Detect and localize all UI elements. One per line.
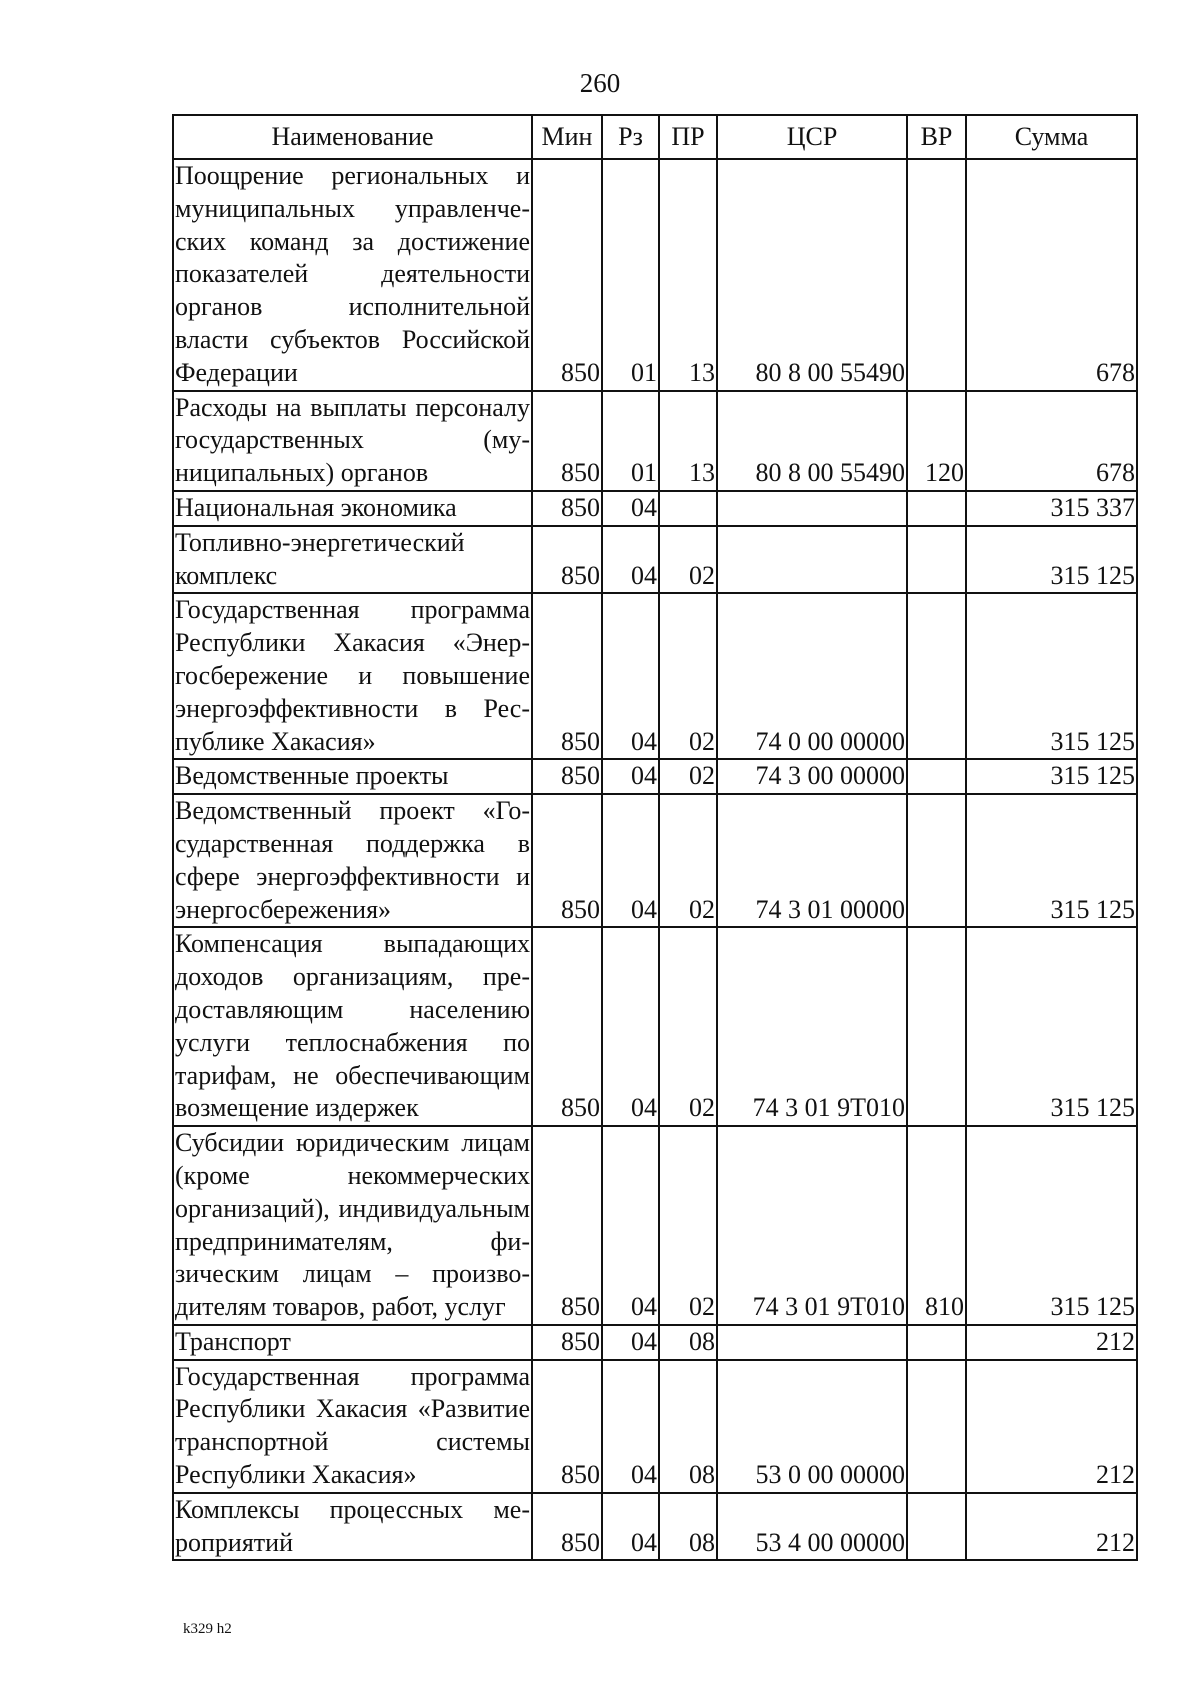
row-sum: 315 125 [966,794,1137,927]
table-body [173,159,1137,1560]
budget-table [172,114,1138,1561]
row-csr: 74 3 01 9Т010 [717,927,907,1126]
row-vr [907,927,966,1126]
header-rz: Рз [602,115,659,159]
row-rz: 04 [602,759,659,794]
row-vr [907,1360,966,1493]
table-row [173,491,1137,526]
row-pr: 08 [659,1360,717,1493]
row-name: Государственная программа Республики Хакасия «Энергосбережение и повышение энергоэффективности в Республике Хакасия» [173,593,532,759]
row-vr [907,159,966,391]
row-name: Комплексы процессных мероприятий [173,1493,532,1561]
table-row [173,1325,1137,1360]
row-rz: 01 [602,159,659,391]
row-sum: 315 125 [966,1126,1137,1325]
row-name: Ведомственные проекты [173,759,532,794]
table-row [173,1126,1137,1325]
row-csr: 53 0 00 00000 [717,1360,907,1493]
row-rz: 04 [602,491,659,526]
row-sum: 212 [966,1493,1137,1561]
row-sum: 315 125 [966,927,1137,1126]
row-rz: 04 [602,927,659,1126]
row-csr: 74 3 01 00000 [717,794,907,927]
row-min: 850 [532,927,602,1126]
row-sum: 315 125 [966,526,1137,594]
table-row [173,391,1137,491]
row-pr: 08 [659,1325,717,1360]
row-vr [907,1493,966,1561]
row-rz: 04 [602,1325,659,1360]
row-sum: 212 [966,1360,1137,1493]
row-pr: 13 [659,391,717,491]
row-csr [717,526,907,594]
table-row [173,794,1137,927]
row-name: Национальная экономика [173,491,532,526]
row-rz: 04 [602,593,659,759]
row-sum: 315 125 [966,759,1137,794]
row-csr [717,1325,907,1360]
header-pr: ПР [659,115,717,159]
row-sum: 678 [966,391,1137,491]
row-min: 850 [532,759,602,794]
header-min: Мин [532,115,602,159]
row-vr [907,759,966,794]
row-min: 850 [532,1325,602,1360]
row-vr [907,593,966,759]
row-pr: 13 [659,159,717,391]
row-name: Компенсация выпадающих доходов организациям, предоставляющим населению услуги теплоснабжения по тарифам, не обеспечивающим возмещение издержек [173,927,532,1126]
row-name: Государственная программа Республики Хакасия «Развитие транспортной системы Республики Хакасия» [173,1360,532,1493]
row-pr: 02 [659,526,717,594]
row-pr: 08 [659,1493,717,1561]
row-rz: 04 [602,1360,659,1493]
row-rz: 04 [602,794,659,927]
table-row [173,1360,1137,1493]
row-vr [907,491,966,526]
row-min: 850 [532,391,602,491]
table-row [173,593,1137,759]
row-name: Поощрение региональных и муниципальных управленческих команд за достижение показателей деятельности органов исполнительной власти субъектов Российской Федерации [173,159,532,391]
row-pr: 02 [659,1126,717,1325]
table-row [173,526,1137,594]
row-rz: 04 [602,1493,659,1561]
header-name: Наименование [173,115,532,159]
row-rz: 04 [602,526,659,594]
row-min: 850 [532,593,602,759]
row-name: Расходы на выплаты персоналу государственных (муниципальных) органов [173,391,532,491]
row-vr [907,794,966,927]
table-row [173,1493,1137,1561]
row-vr: 810 [907,1126,966,1325]
row-name: Топливно-энергетический комплекс [173,526,532,594]
table-row [173,159,1137,391]
row-pr: 02 [659,927,717,1126]
row-csr: 74 3 01 9Т010 [717,1126,907,1325]
row-csr: 74 3 00 00000 [717,759,907,794]
row-rz: 04 [602,1126,659,1325]
row-csr: 80 8 00 55490 [717,159,907,391]
row-csr: 74 0 00 00000 [717,593,907,759]
row-name: Ведомственный проект «Государственная поддержка в сфере энергоэффективности и энергосбережения» [173,794,532,927]
row-min: 850 [532,794,602,927]
footer-code: k329 h2 [183,1621,232,1637]
table-row [173,927,1137,1126]
row-vr [907,1325,966,1360]
row-vr: 120 [907,391,966,491]
row-pr: 02 [659,794,717,927]
row-min: 850 [532,159,602,391]
header-vr: ВР [907,115,966,159]
row-vr [907,526,966,594]
header-csr: ЦСР [717,115,907,159]
row-min: 850 [532,1493,602,1561]
row-sum: 212 [966,1325,1137,1360]
row-min: 850 [532,491,602,526]
row-csr: 80 8 00 55490 [717,391,907,491]
row-csr [717,491,907,526]
row-name: Транспорт [173,1325,532,1360]
table-row [173,759,1137,794]
row-pr [659,491,717,526]
row-rz: 01 [602,391,659,491]
row-min: 850 [532,1126,602,1325]
table-header-row [173,115,1137,159]
page-number: 260 [579,68,621,98]
row-csr: 53 4 00 00000 [717,1493,907,1561]
row-pr: 02 [659,759,717,794]
row-sum: 315 337 [966,491,1137,526]
row-sum: 678 [966,159,1137,391]
header-sum: Сумма [966,115,1137,159]
row-sum: 315 125 [966,593,1137,759]
row-name: Субсидии юридическим лицам (кроме некоммерческих организаций), индивидуальным предпринимателям, физическим лицам – производителям товаров, работ, услуг [173,1126,532,1325]
row-min: 850 [532,526,602,594]
row-pr: 02 [659,593,717,759]
row-min: 850 [532,1360,602,1493]
